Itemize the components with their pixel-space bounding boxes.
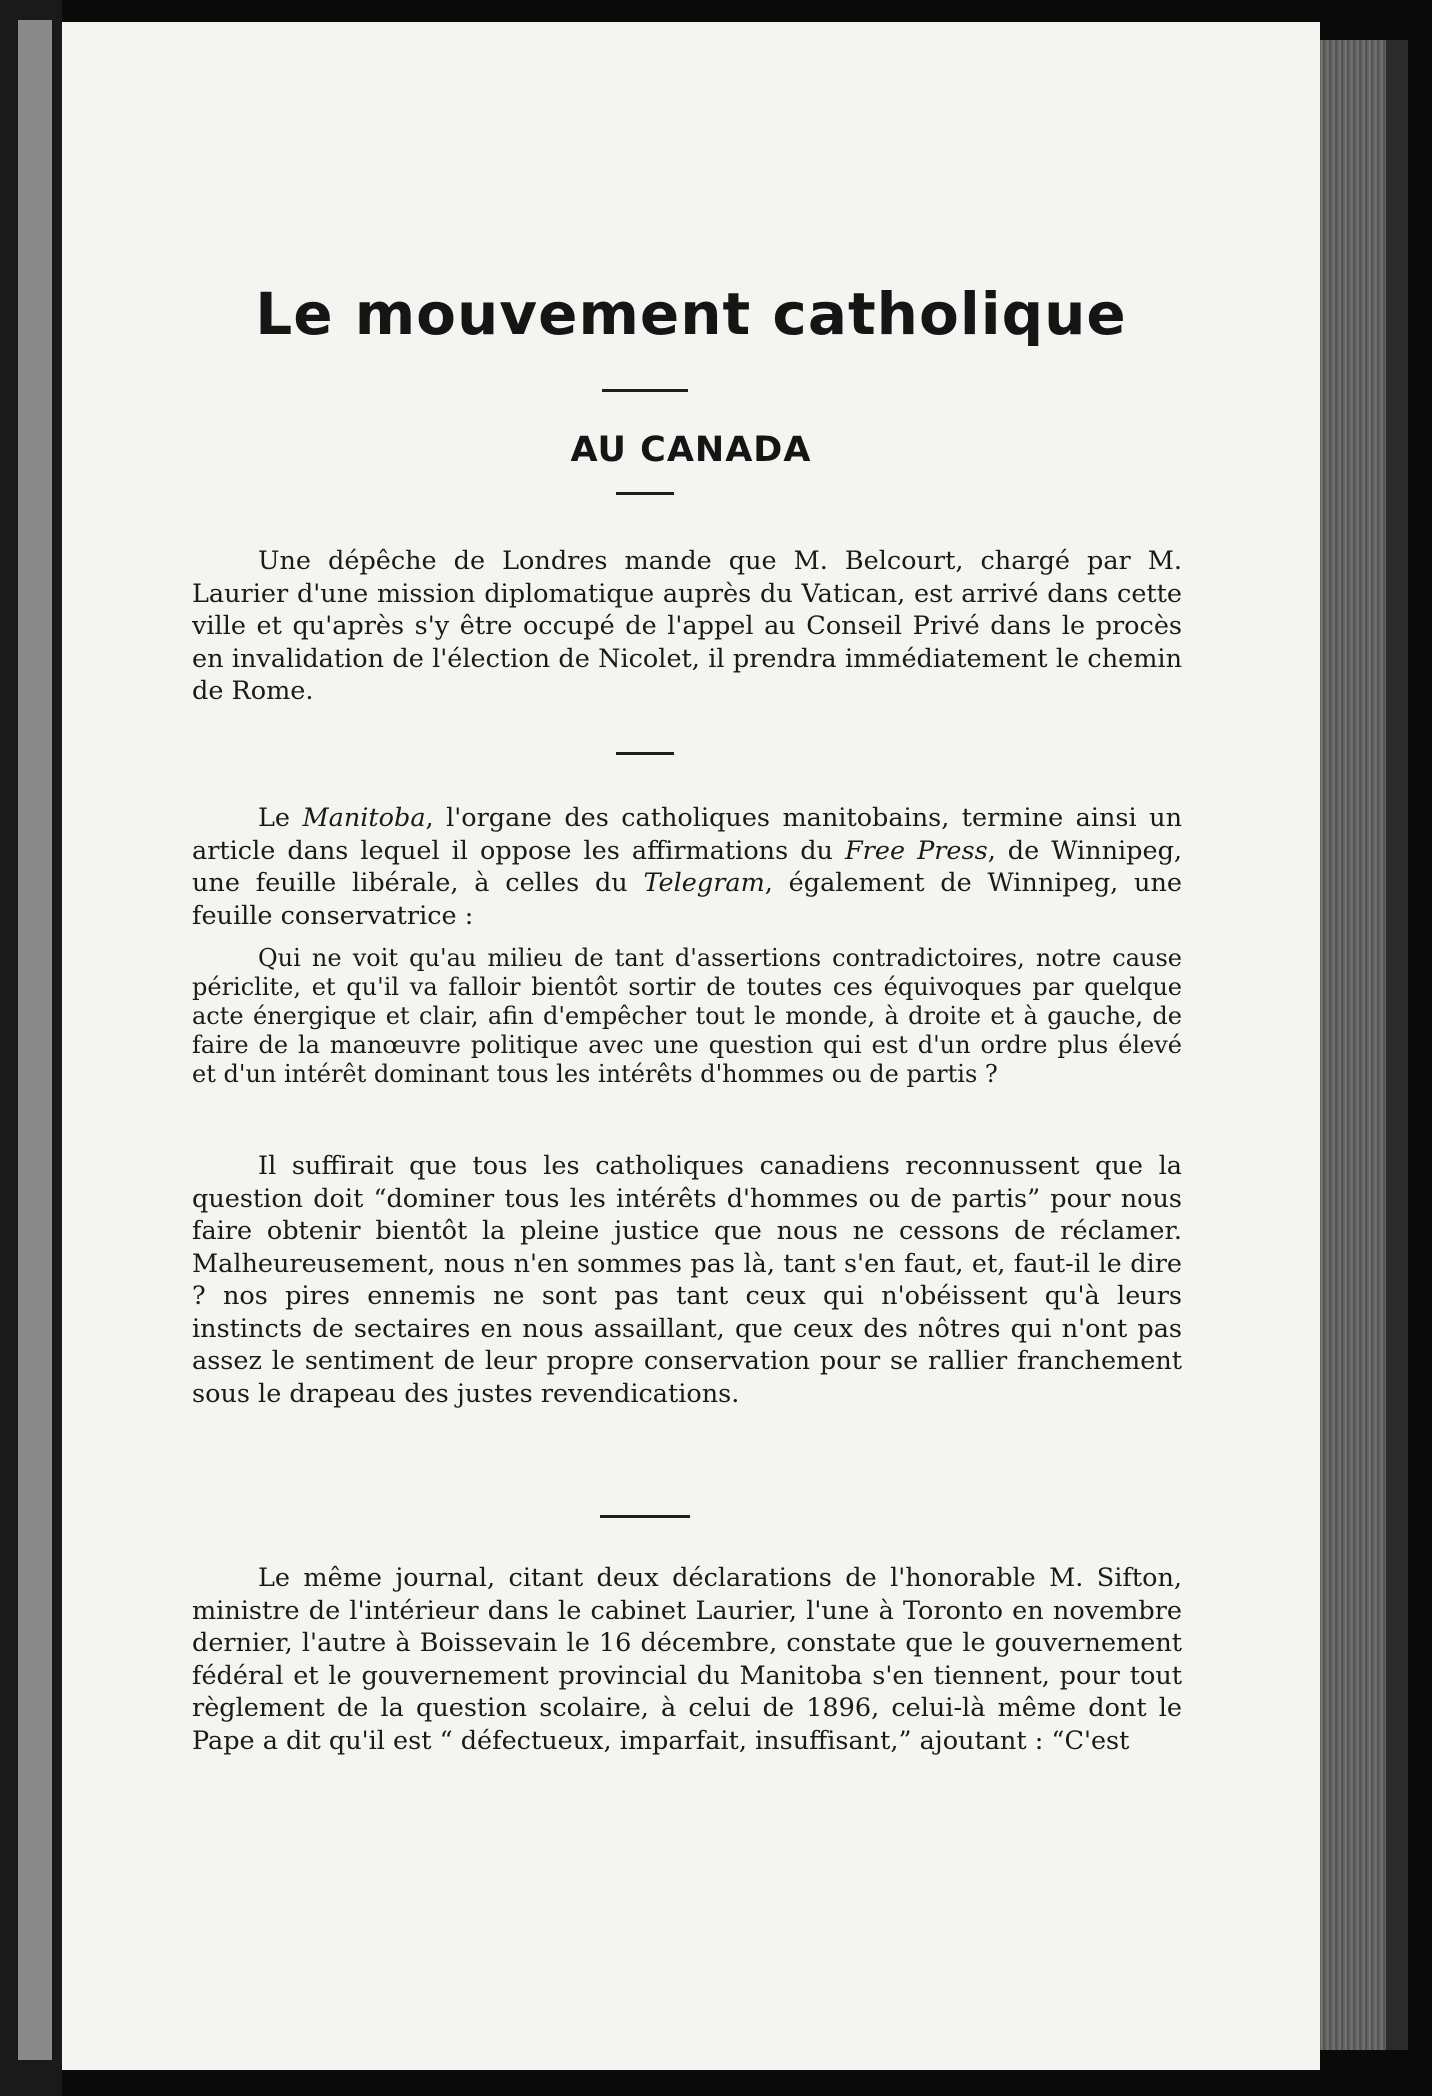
- paragraph-manitoba: [192, 802, 1182, 932]
- manitoba-title: Manitoba: [302, 803, 426, 833]
- quote-paragraph-1: Qui ne voit qu'au milieu de tant d'assertions contradictoires, notre cause périclite, et qu'il va falloir bientôt sortir de toutes ces équivoques par quelque acte énergique et clair, afin d'empêcher tout le monde, à droite et à gauche, de faire de la manœuvre politique avec une question qui est d'un ordre plus élevé et d'un intérêt dominant tous les intérêts d'hommes ou de partis ?: [192, 944, 1182, 1088]
- book-cover-edge: [1386, 40, 1408, 2050]
- section-divider-2: [600, 1515, 690, 1518]
- paragraph-belcourt: Une dépêche de Londres mande que M. Belcourt, chargé par M. Laurier d'une mission diplomatique auprès du Vatican, est arrivé dans cette ville et qu'après s'y être occupé de l'appel au Conseil Privé dans le procès en invalidation de l'élection de Nicolet, il prendra immédiatement le chemin de Rome.: [192, 546, 1182, 706]
- paragraph-manitoba-lead: Le: [258, 803, 303, 833]
- subtitle-divider: [616, 492, 674, 495]
- page-edge-left: [18, 20, 52, 2060]
- telegram-title: Telegram: [643, 868, 765, 898]
- paragraph-manitoba-text-a: , l'organe des catholiques manitobains, termine ainsi un article dans lequel il oppose les affirmations du: [192, 803, 1182, 866]
- paragraph-manitoba-text-b: , de Winnipeg, une feuille libérale, à celles du: [192, 835, 1183, 898]
- paragraph-manitoba-text-c: , également de Winnipeg, une feuille conservatrice :: [192, 868, 1182, 931]
- paragraph-sifton: Le même journal, citant deux déclarations de l'honorable M. Sifton, ministre de l'intérieur dans le cabinet Laurier, l'une à Toronto en novembre dernier, l'autre à Boissevain le 16 décembre, constate que le gouvernement fédéral et le gouvernement provincial du Manitoba s'en tiennent, pour tout règlement de la question scolaire, à celui de 1896, celui-là même dont le Pape a dit qu'il est “ défectueux, imparfait, insuffisant,” ajoutant : “C'est: [192, 1563, 1182, 1756]
- free-press-title: Free Press: [844, 835, 988, 866]
- book-binding-left: [0, 0, 62, 2096]
- page-title: Le mouvement catholique: [255, 280, 1127, 348]
- section-divider-1: [616, 752, 674, 755]
- title-divider: [602, 389, 688, 392]
- quote-paragraph-2: Il suffirait que tous les catholiques canadiens reconnussent que la question doit “dominer tous les intérêts d'hommes ou de partis” pour nous faire obtenir bientôt la pleine justice que nous ne cessons de réclamer. Malheureusement, nous n'en sommes pas là, tant s'en faut, et, faut-il le dire ? nos pires ennemis ne sont pas tant ceux qui n'obéissent qu'à leurs instincts de sectaires en nous assaillant, que ceux des nôtres qui n'ont pas assez le sentiment de leur propre conservation pour se rallier franchement sous le drapeau des justes revendications.: [192, 1151, 1182, 1409]
- book-page-edges-right: [1320, 40, 1408, 2050]
- book-page: [62, 22, 1320, 2070]
- page-subtitle: AU CANADA: [570, 430, 812, 470]
